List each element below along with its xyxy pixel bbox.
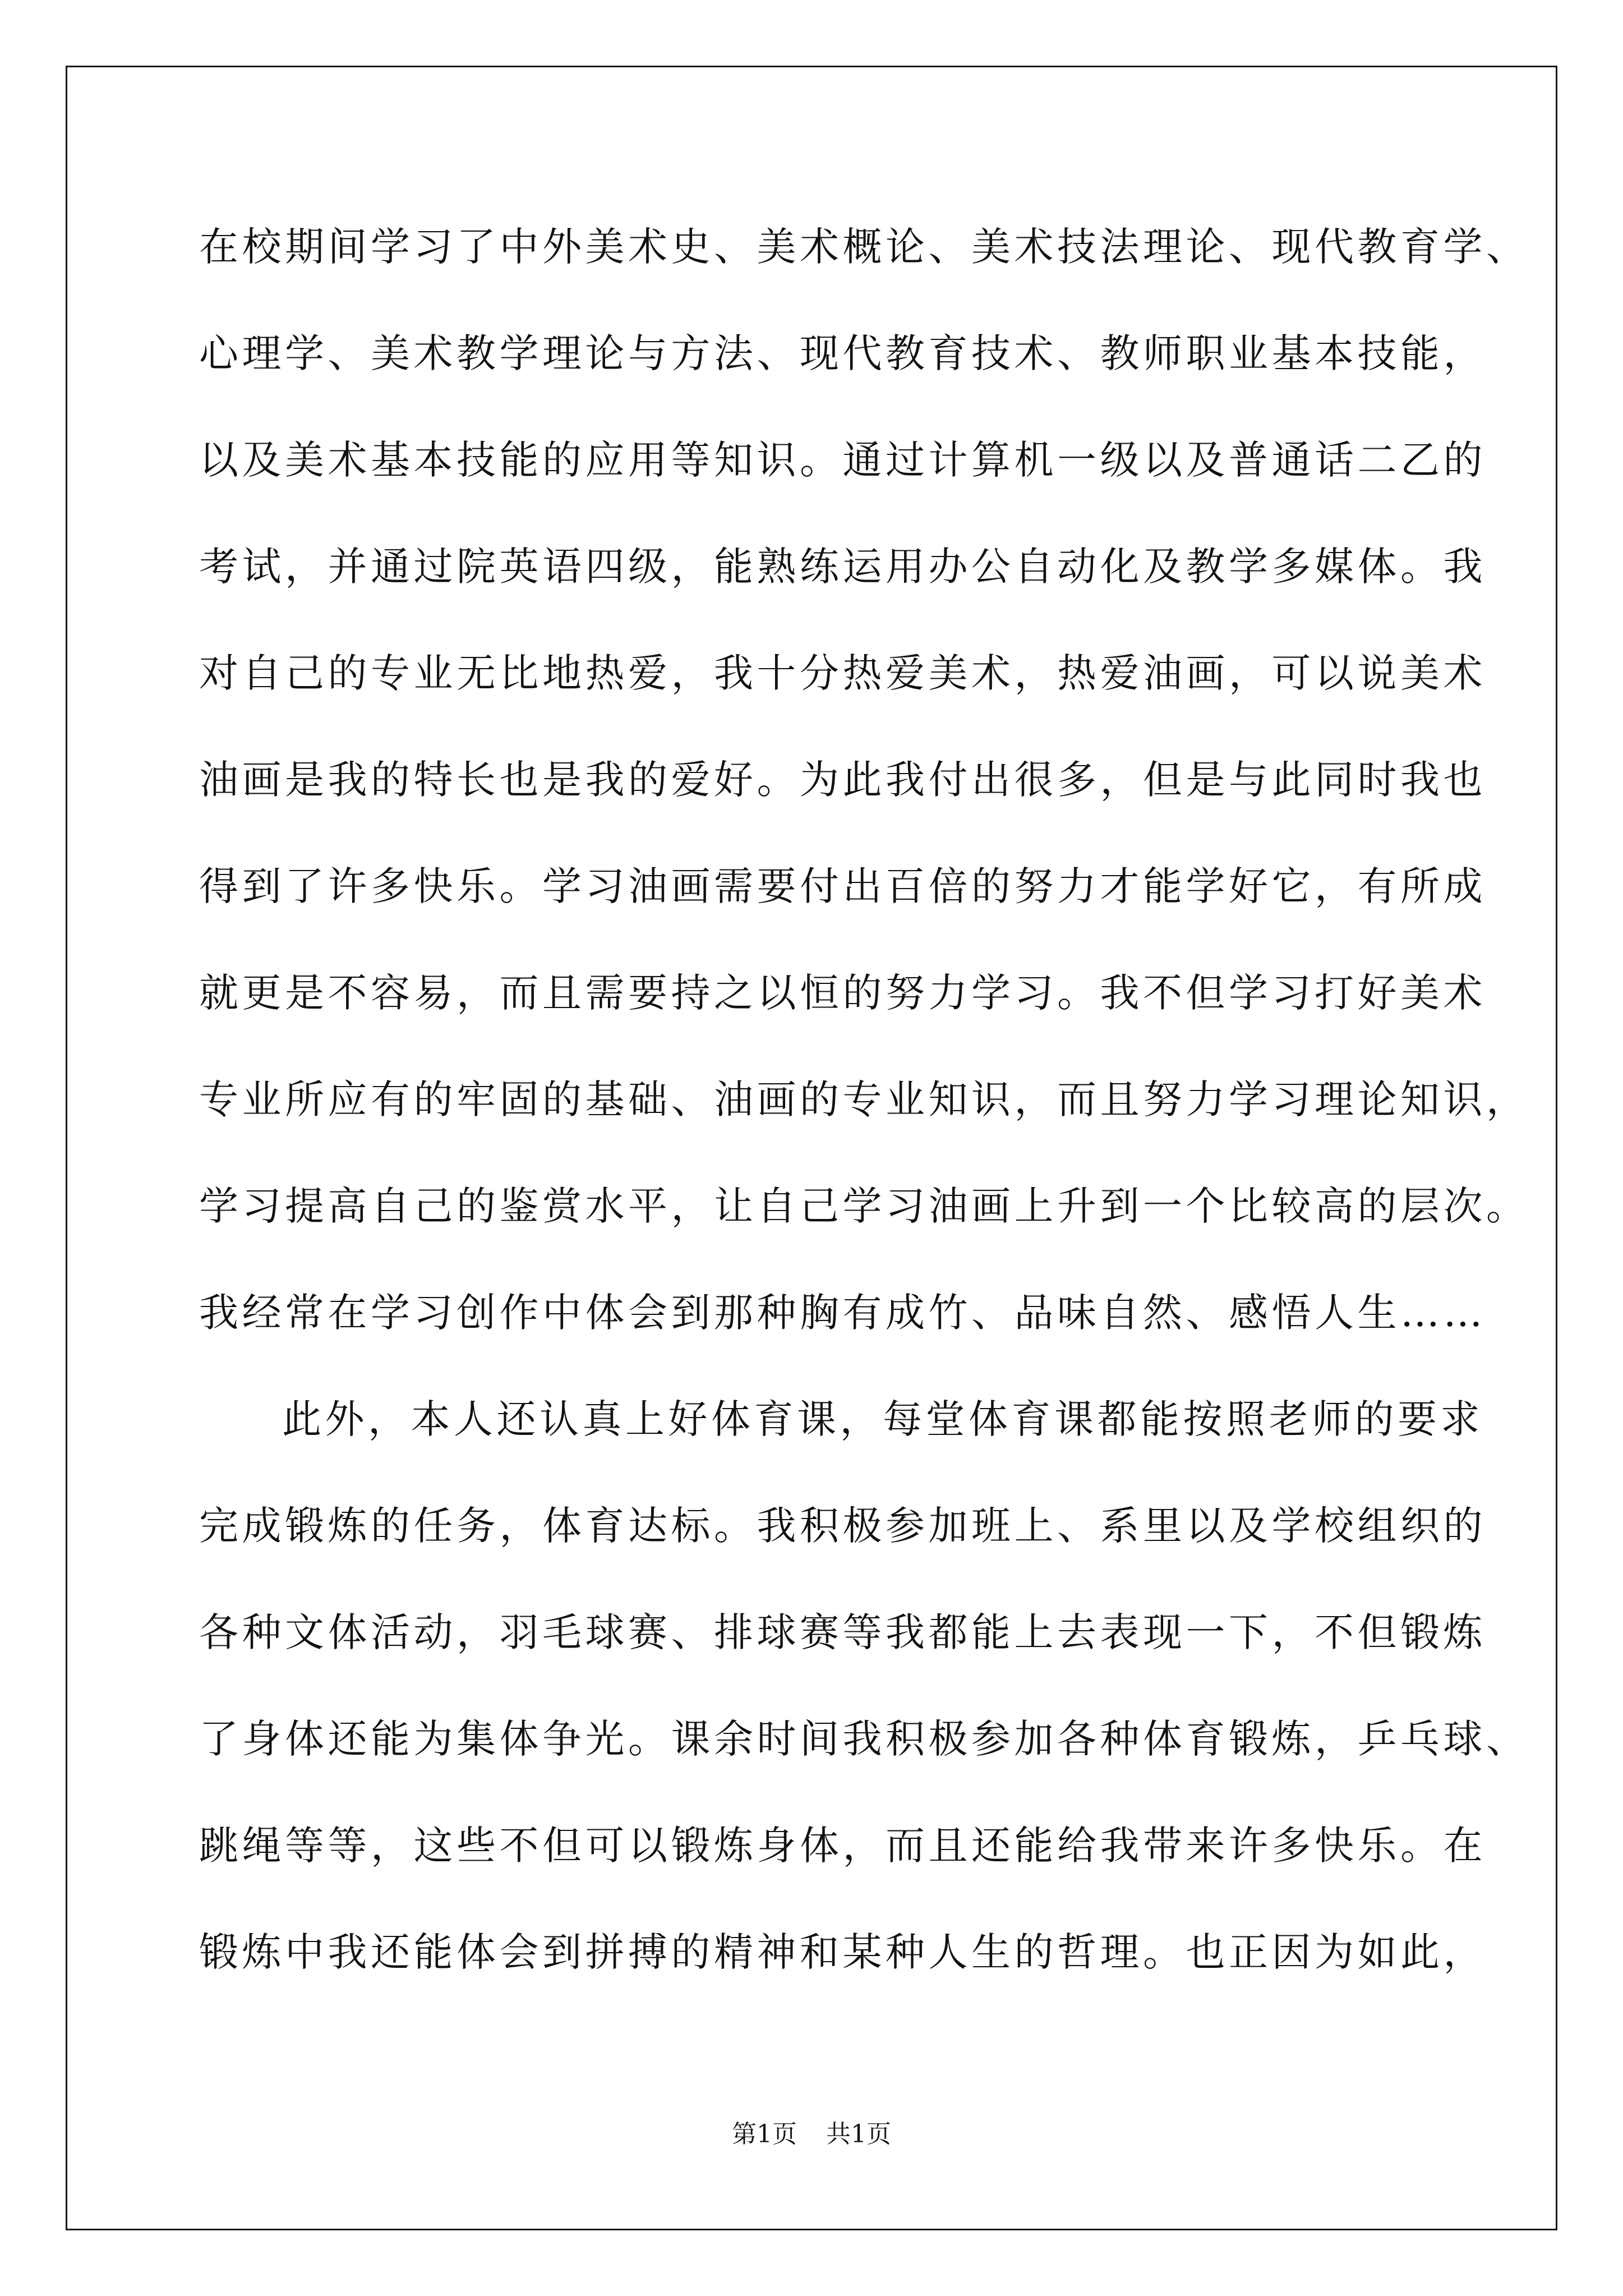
text-line: 油画是我的特长也是我的爱好。为此我付出很多，但是与此同时我也 — [199, 757, 1486, 803]
text-line: 以及美术基本技能的应用等知识。通过计算机一级以及普通话二乙的 — [199, 437, 1486, 483]
text-line: 锻炼中我还能体会到拼搏的精神和某种人生的哲理。也正因为如此， — [199, 1929, 1486, 1975]
text-line: 了身体还能为集体争光。课余时间我积极参加各种体育锻炼，乒乓球、 — [199, 1716, 1529, 1762]
text-line: 学习提高自己的鉴赏水平，让自己学习油画上升到一个比较高的层次。 — [199, 1183, 1529, 1229]
paragraph-start-line: 此外，本人还认真上好体育课，每堂体育课都能按照老师的要求 — [282, 1396, 1483, 1442]
text-line: 得到了许多快乐。学习油画需要付出百倍的努力才能学好它，有所成 — [199, 863, 1486, 909]
text-line: 各种文体活动，羽毛球赛、排球赛等我都能上去表现一下，不但锻炼 — [199, 1609, 1486, 1655]
page-number: 第1页 — [732, 2120, 797, 2148]
text-line: 考试，并通过院英语四级，能熟练运用办公自动化及教学多媒体。我 — [199, 544, 1486, 590]
text-line: 在校期间学习了中外美术史、美术概论、美术技法理论、现代教育学、 — [199, 224, 1529, 270]
document-body — [199, 219, 1529, 2031]
text-line: 完成锻炼的任务，体育达标。我积极参加班上、系里以及学校组织的 — [199, 1503, 1486, 1549]
page-total: 共1页 — [826, 2120, 891, 2148]
text-line: 跳绳等等，这些不但可以锻炼身体，而且还能给我带来许多快乐。在 — [199, 1823, 1486, 1869]
text-line: 我经常在学习创作中体会到那种胸有成竹、品味自然、感悟人生…… — [199, 1290, 1486, 1336]
text-line: 对自己的专业无比地热爱，我十分热爱美术，热爱油画，可以说美术 — [199, 650, 1486, 696]
text-line: 就更是不容易，而且需要持之以恒的努力学习。我不但学习打好美术 — [199, 970, 1486, 1016]
text-line: 专业所应有的牢固的基础、油画的专业知识，而且努力学习理论知识， — [199, 1076, 1529, 1122]
page-footer — [0, 2114, 1623, 2150]
text-line: 心理学、美术教学理论与方法、现代教育技术、教师职业基本技能， — [199, 330, 1486, 376]
